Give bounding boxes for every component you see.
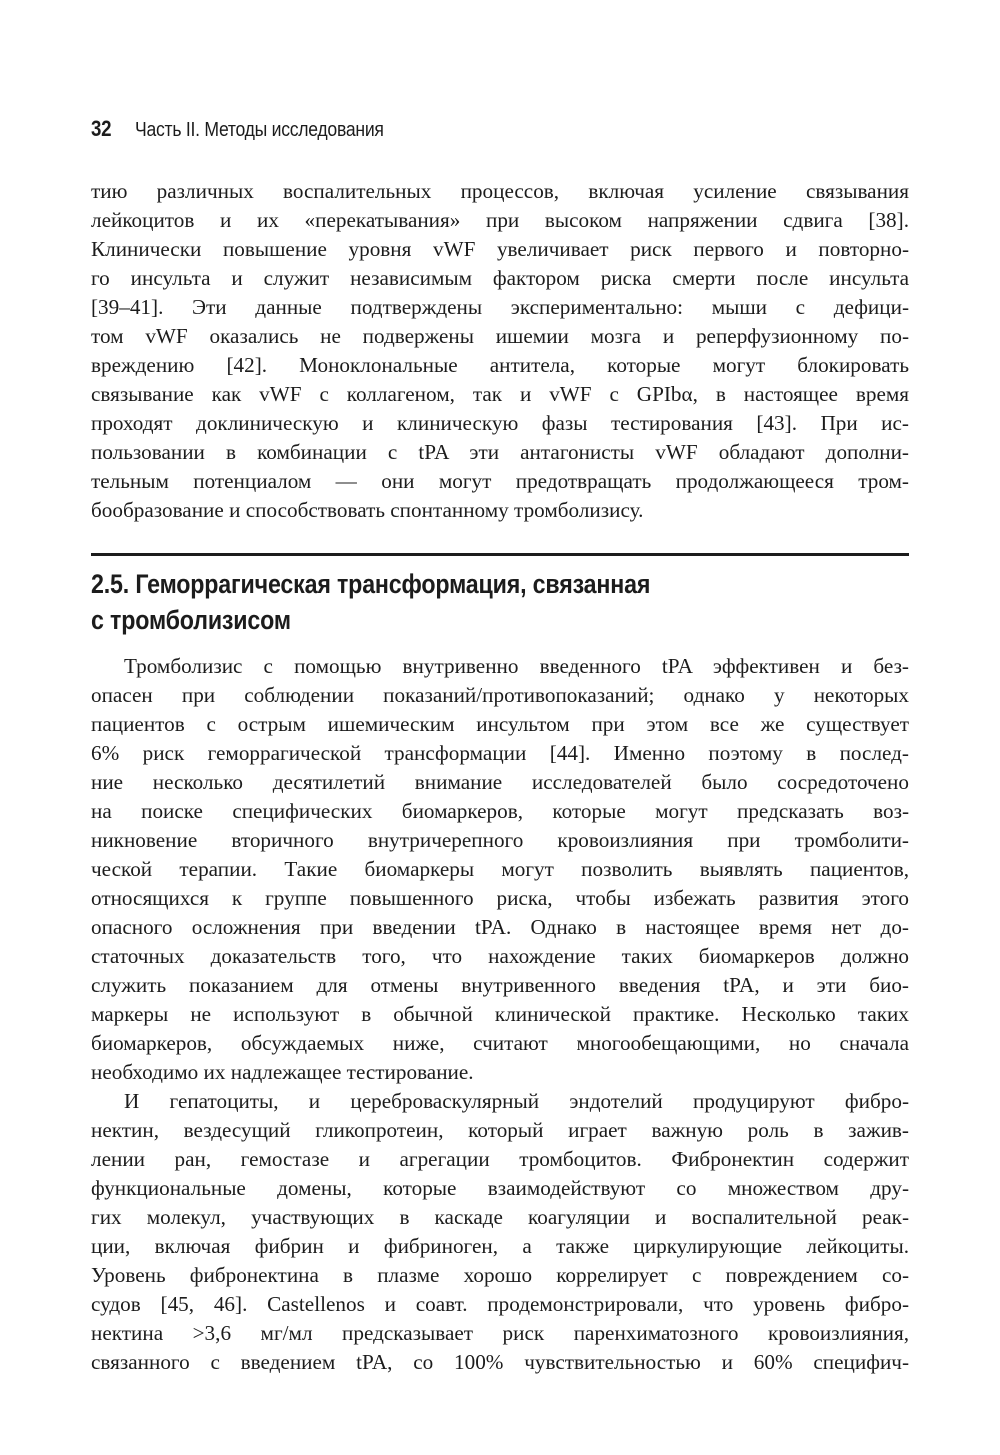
text-line: [39–41]. Эти данные подтверждены экспериментально: мыши с дефици-	[91, 295, 909, 319]
text-line: биомаркеров, обсуждаемых ниже, считают многообещающими, но сначала	[91, 1031, 909, 1055]
text-line: тию различных воспалительных процессов, включая усиление связывания	[91, 179, 909, 203]
text-line: связанного с введением tPA, со 100% чувствительностью и 60% специфич-	[91, 1350, 909, 1374]
text-line: необходимо их надлежащее тестирование.	[91, 1060, 474, 1084]
text-line: И гепатоциты, и цереброваскулярный эндотелий продуцируют фибро-	[124, 1089, 909, 1113]
text-line: никновение вторичного внутричерепного кровоизлияния при тромболити-	[91, 828, 909, 852]
section-divider	[91, 553, 909, 556]
section-heading-line: 2.5. Геморрагическая трансформация, связанная	[91, 569, 651, 599]
text-line: пользовании в комбинации с tPA эти антагонисты vWF обладают дополни-	[91, 440, 909, 464]
text-line: нектина >3,6 мг/мл предсказывает риск паренхиматозного кровоизлияния,	[91, 1321, 909, 1345]
text-line: ческой терапии. Такие биомаркеры могут позволить выявлять пациентов,	[91, 857, 909, 881]
text-line: маркеры не используют в обычной клинической практике. Несколько таких	[91, 1002, 909, 1026]
text-line: опасного осложнения при введении tPA. Однако в настоящее время нет до-	[91, 915, 909, 939]
text-line: на поиске специфических биомаркеров, которые могут предсказать воз-	[91, 799, 909, 823]
text-line: лейкоцитов и их «перекатывания» при высоком напряжении сдвига [38].	[91, 208, 909, 232]
text-line: Клинически повышение уровня vWF увеличивает риск первого и повторно-	[91, 237, 909, 261]
text-line: Тромболизис с помощью внутривенно введенного tPA эффективен и без-	[124, 654, 909, 678]
section-heading	[91, 566, 909, 638]
text-line: вреждению [42]. Моноклональные антитела, которые могут блокировать	[91, 353, 909, 377]
running-header	[91, 116, 417, 148]
text-line: относящихся к группе повышенного риска, чтобы избежать развития этого	[91, 886, 909, 910]
text-line: пациентов с острым ишемическим инсультом при этом все же существует	[91, 712, 909, 736]
top-paragraph	[91, 177, 909, 525]
text-line: ции, включая фибрин и фибриноген, а также циркулирующие лейкоциты.	[91, 1234, 909, 1258]
text-line: нектин, вездесущий гликопротеин, который играет важную роль в зажив-	[91, 1118, 909, 1142]
text-line: опасен при соблюдении показаний/противопоказаний; однако у некоторых	[91, 683, 909, 707]
text-line: судов [45, 46]. Castellenos и соавт. продемонстрировали, что уровень фибро-	[91, 1292, 909, 1316]
text-line: служить показанием для отмены внутривенного введения tPA, и эти био-	[91, 973, 909, 997]
text-line: гих молекул, участвующих в каскаде коагуляции и воспалительной реак-	[91, 1205, 909, 1229]
text-line: связывание как vWF с коллагеном, так и vWF с GPIbα, в настоящее время	[91, 382, 909, 406]
text-line: лении ран, гемостазе и агрегации тромбоцитов. Фибронектин содержит	[91, 1147, 909, 1171]
paragraph	[91, 1087, 909, 1377]
text-line: тельным потенциалом — они могут предотвращать продолжающееся тром-	[91, 469, 909, 493]
text-line: бообразование и способствовать спонтанному тромболизису.	[91, 498, 644, 522]
text-line: 6% риск геморрагической трансформации [44]. Именно поэтому в послед-	[91, 741, 909, 765]
text-line: том vWF оказались не подвержены ишемии мозга и реперфузионному по-	[91, 324, 909, 348]
text-line: ние несколько десятилетий внимание исследователей было сосредоточено	[91, 770, 909, 794]
text-line: го инсульта и служит независимым фактором риска смерти после инсульта	[91, 266, 909, 290]
page-number: 32	[91, 116, 112, 141]
section-heading-line: с тромболизисом	[91, 605, 291, 635]
paragraph	[91, 652, 909, 1087]
text-line: статочных доказательств того, что нахождение таких биомаркеров должно	[91, 944, 909, 968]
text-line: функциональные домены, которые взаимодействуют со множеством дру-	[91, 1176, 909, 1200]
text-line: Уровень фибронектина в плазме хорошо коррелирует с повреждением со-	[91, 1263, 909, 1287]
running-section-title: Часть II. Методы исследования	[134, 119, 384, 141]
section-body	[91, 652, 909, 1377]
text-line: проходят доклиническую и клиническую фазы тестирования [43]. При ис-	[91, 411, 909, 435]
